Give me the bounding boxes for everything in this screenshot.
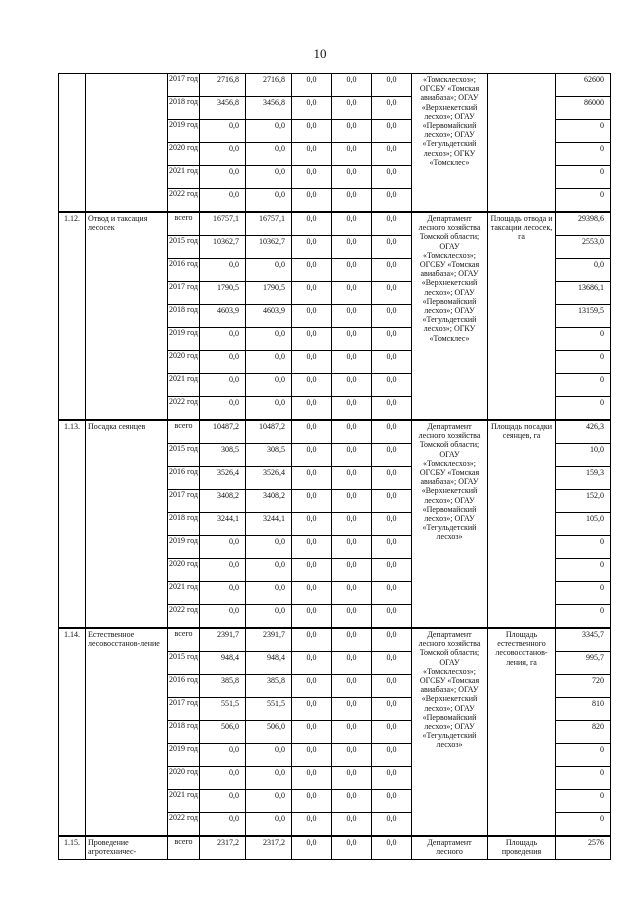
budget-cell: 3456,8 — [246, 97, 292, 120]
budget-cell: 1790,5 — [246, 282, 292, 305]
funding-cell: 0,0 — [372, 582, 412, 605]
funding-cell: 0,0 — [292, 652, 332, 675]
budget-cell: 3244,1 — [246, 513, 292, 536]
funding-cell: 0,0 — [292, 212, 332, 236]
funding-cell: 0,0 — [332, 744, 372, 767]
year-cell: 2019 год — [168, 536, 200, 559]
total-cell: 0,0 — [200, 767, 246, 790]
funding-cell: 0,0 — [372, 97, 412, 120]
funding-cell: 0,0 — [372, 189, 412, 213]
year-cell: 2021 год — [168, 582, 200, 605]
budget-cell: 3526,4 — [246, 467, 292, 490]
indicator-value-cell: 13159,5 — [556, 305, 611, 328]
funding-cell: 0,0 — [292, 236, 332, 259]
funding-cell: 0,0 — [372, 490, 412, 513]
indicator-value-cell: 152,0 — [556, 490, 611, 513]
total-cell: 2716,8 — [200, 74, 246, 97]
funding-cell: 0,0 — [332, 351, 372, 374]
funding-cell: 0,0 — [292, 767, 332, 790]
executor-cell: «Томсклесхоз»; ОГСБУ «Томская авиабаза»; ОГАУ «Верхнекетский лесхоз»; ОГАУ «Первомайский лесхоз»; ОГАУ «Тегульдетский лесхоз»; ОГКУ «Томсклес» — [412, 74, 488, 213]
budget-cell: 0,0 — [246, 351, 292, 374]
total-cell: 2391,7 — [200, 628, 246, 652]
funding-cell: 0,0 — [372, 698, 412, 721]
year-cell: 2021 год — [168, 166, 200, 189]
funding-cell: 0,0 — [332, 212, 372, 236]
total-cell: 0,0 — [200, 813, 246, 837]
measure-number: 1.12. — [59, 212, 86, 420]
funding-cell: 0,0 — [292, 143, 332, 166]
indicator-value-cell: 820 — [556, 721, 611, 744]
funding-cell: 0,0 — [332, 467, 372, 490]
funding-cell: 0,0 — [292, 374, 332, 397]
total-cell: 385,8 — [200, 675, 246, 698]
budget-cell: 0,0 — [246, 744, 292, 767]
funding-cell: 0,0 — [292, 420, 332, 444]
year-cell: 2019 год — [168, 328, 200, 351]
total-cell: 0,0 — [200, 351, 246, 374]
funding-cell: 0,0 — [332, 259, 372, 282]
funding-cell: 0,0 — [332, 536, 372, 559]
funding-cell: 0,0 — [292, 582, 332, 605]
funding-cell: 0,0 — [372, 120, 412, 143]
funding-cell: 0,0 — [332, 559, 372, 582]
funding-cell: 0,0 — [332, 166, 372, 189]
funding-cell: 0,0 — [372, 143, 412, 166]
funding-cell: 0,0 — [292, 328, 332, 351]
year-cell: 2018 год — [168, 305, 200, 328]
budget-cell: 0,0 — [246, 790, 292, 813]
indicator-value-cell: 2576 — [556, 836, 611, 860]
total-cell: 10487,2 — [200, 420, 246, 444]
funding-cell: 0,0 — [292, 467, 332, 490]
funding-cell: 0,0 — [332, 721, 372, 744]
funding-cell: 0,0 — [332, 143, 372, 166]
measure-number: 1.15. — [59, 836, 86, 860]
funding-cell: 0,0 — [372, 282, 412, 305]
funding-cell: 0,0 — [292, 189, 332, 213]
total-cell: 0,0 — [200, 259, 246, 282]
funding-cell: 0,0 — [372, 721, 412, 744]
total-cell: 0,0 — [200, 397, 246, 421]
measure-number: 1.14. — [59, 628, 86, 836]
year-cell: всего — [168, 212, 200, 236]
funding-cell: 0,0 — [372, 744, 412, 767]
total-cell: 0,0 — [200, 582, 246, 605]
measure-name — [86, 74, 168, 213]
budget-cell: 3408,2 — [246, 490, 292, 513]
funding-cell: 0,0 — [332, 120, 372, 143]
year-cell: 2022 год — [168, 813, 200, 837]
funding-cell: 0,0 — [332, 282, 372, 305]
total-cell: 1790,5 — [200, 282, 246, 305]
year-cell: 2018 год — [168, 97, 200, 120]
funding-cell: 0,0 — [332, 189, 372, 213]
indicator-value-cell: 0,0 — [556, 259, 611, 282]
funding-cell: 0,0 — [372, 467, 412, 490]
funding-cell: 0,0 — [292, 536, 332, 559]
indicator-value-cell: 0 — [556, 397, 611, 421]
budget-cell: 0,0 — [246, 767, 292, 790]
indicator-value-cell: 62600 — [556, 74, 611, 97]
total-cell: 16757,1 — [200, 212, 246, 236]
total-cell: 551,5 — [200, 698, 246, 721]
funding-cell: 0,0 — [292, 675, 332, 698]
year-cell: всего — [168, 836, 200, 860]
indicator-value-cell: 105,0 — [556, 513, 611, 536]
funding-cell: 0,0 — [292, 744, 332, 767]
funding-cell: 0,0 — [332, 605, 372, 629]
year-cell: 2018 год — [168, 721, 200, 744]
indicator-value-cell: 0 — [556, 559, 611, 582]
measure-name: Естественное лесовосстанов-ление — [86, 628, 168, 836]
table-row — [59, 628, 611, 652]
indicator-value-cell: 810 — [556, 698, 611, 721]
indicator-value-cell: 2553,0 — [556, 236, 611, 259]
indicator-value-cell: 0 — [556, 582, 611, 605]
funding-cell: 0,0 — [292, 836, 332, 860]
measure-number: 1.13. — [59, 420, 86, 628]
funding-cell: 0,0 — [332, 236, 372, 259]
indicator-value-cell: 86000 — [556, 97, 611, 120]
indicator-value-cell: 0 — [556, 536, 611, 559]
indicator-value-cell: 3345,7 — [556, 628, 611, 652]
year-cell: 2017 год — [168, 698, 200, 721]
total-cell: 3526,4 — [200, 467, 246, 490]
year-cell: 2015 год — [168, 444, 200, 467]
year-cell: 2017 год — [168, 74, 200, 97]
budget-cell: 0,0 — [246, 328, 292, 351]
budget-cell: 0,0 — [246, 536, 292, 559]
funding-cell: 0,0 — [292, 97, 332, 120]
funding-cell: 0,0 — [332, 675, 372, 698]
executor-cell: Департамент лесного хозяйства Томской области; ОГАУ «Томсклесхоз»; ОГСБУ «Томская авиабаза»; ОГАУ «Верхнекетский лесхоз»; ОГАУ «Первомайский лесхоз»; ОГАУ «Тегульдетский лесхоз» — [412, 420, 488, 628]
funding-cell: 0,0 — [372, 328, 412, 351]
total-cell: 0,0 — [200, 328, 246, 351]
indicator-value-cell: 0 — [556, 189, 611, 213]
funding-cell: 0,0 — [292, 490, 332, 513]
total-cell: 948,4 — [200, 652, 246, 675]
year-cell: 2015 год — [168, 236, 200, 259]
funding-cell: 0,0 — [332, 374, 372, 397]
funding-cell: 0,0 — [292, 513, 332, 536]
funding-cell: 0,0 — [372, 836, 412, 860]
funding-cell: 0,0 — [292, 628, 332, 652]
budget-cell: 2716,8 — [246, 74, 292, 97]
indicator-value-cell: 720 — [556, 675, 611, 698]
funding-cell: 0,0 — [332, 790, 372, 813]
funding-cell: 0,0 — [372, 790, 412, 813]
total-cell: 506,0 — [200, 721, 246, 744]
funding-cell: 0,0 — [372, 767, 412, 790]
funding-cell: 0,0 — [332, 74, 372, 97]
executor-cell: Департамент лесного — [412, 836, 488, 860]
funding-cell: 0,0 — [372, 212, 412, 236]
budget-cell: 385,8 — [246, 675, 292, 698]
total-cell: 0,0 — [200, 536, 246, 559]
funding-cell: 0,0 — [292, 698, 332, 721]
budget-cell: 0,0 — [246, 813, 292, 837]
funding-cell: 0,0 — [372, 513, 412, 536]
budget-cell: 0,0 — [246, 397, 292, 421]
executor-cell: Департамент лесного хозяйства Томской области; ОГАУ «Томсклесхоз»; ОГСБУ «Томская авиабаза»; ОГАУ «Верхнекетский лесхоз»; ОГАУ «Первомайский лесхоз»; ОГАУ «Тегульдетский лесхоз» — [412, 628, 488, 836]
funding-cell: 0,0 — [332, 444, 372, 467]
year-cell: 2017 год — [168, 490, 200, 513]
funding-cell: 0,0 — [292, 444, 332, 467]
executor-cell: Департамент лесного хозяйства Томской области; ОГАУ «Томсклесхоз»; ОГСБУ «Томская авиабаза»; ОГАУ «Верхнекетский лесхоз»; ОГАУ «Первомайский лесхоз»; ОГАУ «Тегульдетский лесхоз»; ОГКУ «Томсклес» — [412, 212, 488, 420]
indicator-value-cell: 426,3 — [556, 420, 611, 444]
funding-cell: 0,0 — [292, 813, 332, 837]
indicator-value-cell: 0 — [556, 351, 611, 374]
budget-cell: 0,0 — [246, 189, 292, 213]
budget-cell: 0,0 — [246, 582, 292, 605]
total-cell: 0,0 — [200, 605, 246, 629]
budget-cell: 4603,9 — [246, 305, 292, 328]
funding-cell: 0,0 — [332, 836, 372, 860]
funding-cell: 0,0 — [372, 374, 412, 397]
funding-cell: 0,0 — [292, 790, 332, 813]
budget-cell: 0,0 — [246, 605, 292, 629]
year-cell: 2021 год — [168, 790, 200, 813]
year-cell: 2019 год — [168, 120, 200, 143]
funding-cell: 0,0 — [292, 305, 332, 328]
year-cell: 2022 год — [168, 189, 200, 213]
budget-cell: 0,0 — [246, 374, 292, 397]
year-cell: 2017 год — [168, 282, 200, 305]
indicator-value-cell: 0 — [556, 374, 611, 397]
year-cell: всего — [168, 420, 200, 444]
indicator-value-cell: 0 — [556, 166, 611, 189]
funding-cell: 0,0 — [332, 397, 372, 421]
total-cell: 3408,2 — [200, 490, 246, 513]
total-cell: 0,0 — [200, 120, 246, 143]
year-cell: 2022 год — [168, 605, 200, 629]
indicator-cell: Площадь проведения — [488, 836, 556, 860]
funding-cell: 0,0 — [372, 74, 412, 97]
budget-cell: 948,4 — [246, 652, 292, 675]
total-cell: 3456,8 — [200, 97, 246, 120]
budget-cell: 0,0 — [246, 559, 292, 582]
total-cell: 308,5 — [200, 444, 246, 467]
funding-cell: 0,0 — [292, 74, 332, 97]
funding-cell: 0,0 — [292, 397, 332, 421]
indicator-cell: Площадь отвода и таксации лесосек, га — [488, 212, 556, 420]
funding-cell: 0,0 — [292, 166, 332, 189]
funding-cell: 0,0 — [332, 490, 372, 513]
total-cell: 0,0 — [200, 790, 246, 813]
budget-cell: 16757,1 — [246, 212, 292, 236]
indicator-cell — [488, 74, 556, 213]
funding-cell: 0,0 — [292, 351, 332, 374]
measure-number — [59, 74, 86, 213]
funding-cell: 0,0 — [372, 166, 412, 189]
program-measures-table — [58, 73, 611, 860]
funding-cell: 0,0 — [372, 305, 412, 328]
funding-cell: 0,0 — [372, 605, 412, 629]
total-cell: 0,0 — [200, 143, 246, 166]
indicator-value-cell: 13686,1 — [556, 282, 611, 305]
budget-cell: 2317,2 — [246, 836, 292, 860]
year-cell: 2015 год — [168, 652, 200, 675]
funding-cell: 0,0 — [372, 444, 412, 467]
year-cell: 2018 год — [168, 513, 200, 536]
year-cell: 2021 год — [168, 374, 200, 397]
funding-cell: 0,0 — [372, 652, 412, 675]
funding-cell: 0,0 — [292, 605, 332, 629]
total-cell: 2317,2 — [200, 836, 246, 860]
year-cell: 2016 год — [168, 675, 200, 698]
total-cell: 4603,9 — [200, 305, 246, 328]
funding-cell: 0,0 — [372, 536, 412, 559]
funding-cell: 0,0 — [372, 628, 412, 652]
funding-cell: 0,0 — [292, 282, 332, 305]
total-cell: 10362,7 — [200, 236, 246, 259]
funding-cell: 0,0 — [372, 351, 412, 374]
total-cell: 0,0 — [200, 189, 246, 213]
funding-cell: 0,0 — [332, 513, 372, 536]
funding-cell: 0,0 — [332, 420, 372, 444]
funding-cell: 0,0 — [292, 259, 332, 282]
indicator-value-cell: 0 — [556, 605, 611, 629]
year-cell: 2016 год — [168, 467, 200, 490]
budget-cell: 506,0 — [246, 721, 292, 744]
budget-cell: 0,0 — [246, 259, 292, 282]
funding-cell: 0,0 — [372, 397, 412, 421]
table-row — [59, 836, 611, 860]
budget-cell: 2391,7 — [246, 628, 292, 652]
year-cell: 2020 год — [168, 767, 200, 790]
funding-cell: 0,0 — [372, 559, 412, 582]
funding-cell: 0,0 — [332, 328, 372, 351]
funding-cell: 0,0 — [372, 420, 412, 444]
indicator-cell: Площадь посадки сеянцев, га — [488, 420, 556, 628]
budget-cell: 0,0 — [246, 120, 292, 143]
funding-cell: 0,0 — [372, 675, 412, 698]
table-row — [59, 212, 611, 236]
indicator-value-cell: 0 — [556, 813, 611, 837]
funding-cell: 0,0 — [372, 236, 412, 259]
measure-name: Отвод и таксация лесосек — [86, 212, 168, 420]
funding-cell: 0,0 — [332, 652, 372, 675]
indicator-value-cell: 0 — [556, 328, 611, 351]
year-cell: 2022 год — [168, 397, 200, 421]
indicator-value-cell: 0 — [556, 143, 611, 166]
table-row — [59, 74, 611, 97]
total-cell: 0,0 — [200, 559, 246, 582]
year-cell: 2016 год — [168, 259, 200, 282]
indicator-value-cell: 0 — [556, 767, 611, 790]
funding-cell: 0,0 — [332, 582, 372, 605]
funding-cell: 0,0 — [372, 259, 412, 282]
year-cell: всего — [168, 628, 200, 652]
funding-cell: 0,0 — [292, 120, 332, 143]
funding-cell: 0,0 — [332, 628, 372, 652]
indicator-value-cell: 0 — [556, 790, 611, 813]
total-cell: 0,0 — [200, 374, 246, 397]
budget-cell: 551,5 — [246, 698, 292, 721]
indicator-value-cell: 29398,6 — [556, 212, 611, 236]
budget-cell: 0,0 — [246, 143, 292, 166]
funding-cell: 0,0 — [332, 305, 372, 328]
funding-cell: 0,0 — [332, 767, 372, 790]
funding-cell: 0,0 — [292, 559, 332, 582]
table-row — [59, 420, 611, 444]
indicator-cell: Площадь естественного лесовосстанов-ления, га — [488, 628, 556, 836]
year-cell: 2020 год — [168, 143, 200, 166]
year-cell: 2019 год — [168, 744, 200, 767]
funding-cell: 0,0 — [332, 97, 372, 120]
page-number: 10 — [313, 46, 327, 61]
measure-name: Проведение агротехничес- — [86, 836, 168, 860]
year-cell: 2020 год — [168, 351, 200, 374]
budget-cell: 0,0 — [246, 166, 292, 189]
funding-cell: 0,0 — [332, 698, 372, 721]
funding-cell: 0,0 — [292, 721, 332, 744]
funding-cell: 0,0 — [372, 813, 412, 837]
measure-name: Посадка сеянцев — [86, 420, 168, 628]
indicator-value-cell: 995,7 — [556, 652, 611, 675]
funding-cell: 0,0 — [332, 813, 372, 837]
indicator-value-cell: 0 — [556, 120, 611, 143]
total-cell: 0,0 — [200, 744, 246, 767]
total-cell: 3244,1 — [200, 513, 246, 536]
indicator-value-cell: 0 — [556, 744, 611, 767]
budget-cell: 10362,7 — [246, 236, 292, 259]
indicator-value-cell: 10,0 — [556, 444, 611, 467]
budget-cell: 10487,2 — [246, 420, 292, 444]
indicator-value-cell: 159,3 — [556, 467, 611, 490]
year-cell: 2020 год — [168, 559, 200, 582]
total-cell: 0,0 — [200, 166, 246, 189]
budget-cell: 308,5 — [246, 444, 292, 467]
